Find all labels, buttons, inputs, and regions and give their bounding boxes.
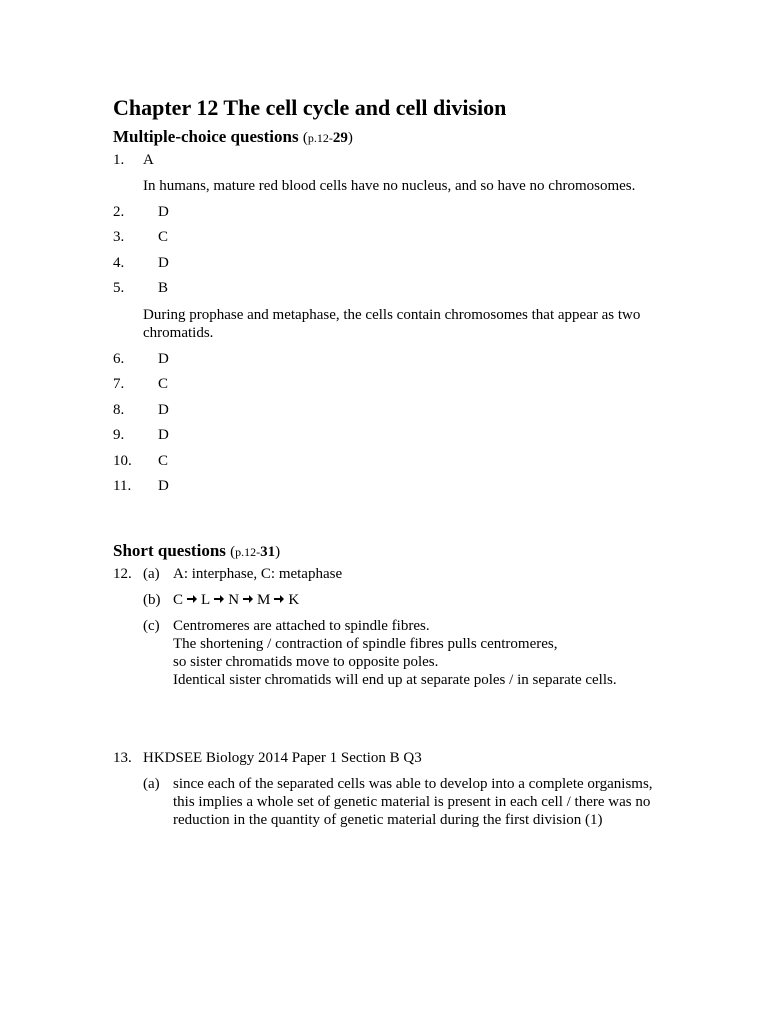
sequence [173, 591, 673, 609]
document-page [113, 93, 673, 829]
answer-explanation: In humans, mature red blood cells have no nucleus, and so have no chromosomes. [143, 178, 636, 194]
question-number: 6. [113, 351, 125, 367]
answer-letter: C [158, 453, 169, 469]
answer-letter: D [158, 351, 169, 367]
mcq-item [113, 350, 673, 368]
question-number: 2. [113, 204, 125, 220]
mcq-item [113, 452, 673, 470]
answer-line: since each of the separated cells was able to develop into a complete organisms, [173, 776, 653, 792]
sequence-item: C [173, 592, 184, 608]
mcq-heading-text: Multiple-choice questions [113, 127, 299, 146]
question-number: 11. [113, 478, 132, 494]
q12-part-b [143, 591, 673, 609]
mcq-item [113, 203, 673, 221]
arrow-right-icon [186, 593, 198, 605]
question-number: 7. [113, 376, 125, 392]
answer-letter: D [158, 255, 169, 271]
mcq-item [113, 151, 673, 169]
mcq-heading [113, 126, 673, 148]
sequence-item: L [201, 592, 211, 608]
part-answer [173, 775, 673, 829]
chapter-title: Chapter 12 The cell cycle and cell division [113, 95, 507, 120]
part-label: (a) [143, 566, 160, 582]
answer-letter: B [158, 280, 169, 296]
part-label: (c) [143, 618, 160, 634]
answer-line: this implies a whole set of genetic material is present in each cell / there was no [173, 794, 651, 810]
answer-line: The shortening / contraction of spindle fibres pulls centromeres, [173, 636, 558, 652]
answer-letter: D [158, 204, 169, 220]
answer-explanation: During prophase and metaphase, the cells contain chromosomes that appear as two chromatids. [143, 307, 641, 341]
mcq-item [113, 477, 673, 495]
question-number: 13. [113, 750, 132, 766]
arrow-right-icon [213, 593, 225, 605]
question-number: 5. [113, 280, 125, 296]
question-number: 9. [113, 427, 125, 443]
arrow-right-icon [273, 593, 285, 605]
question-number: 12. [113, 566, 132, 582]
part-answer: A: interphase, C: metaphase [173, 566, 343, 582]
part-answer [173, 617, 673, 689]
question-source: HKDSEE Biology 2014 Paper 1 Section B Q3 [143, 750, 422, 766]
answer-letter: D [158, 427, 169, 443]
question-number: 1. [113, 152, 125, 168]
answer-line: so sister chromatids move to opposite poles. [173, 654, 439, 670]
short-page-ref: (p.12-31) [230, 544, 281, 560]
question-number: 8. [113, 402, 125, 418]
mcq-item [113, 254, 673, 272]
answer-letter: A [143, 152, 154, 168]
answer-letter: D [158, 478, 169, 494]
answer-letter: D [158, 402, 169, 418]
sequence-item: M [257, 592, 271, 608]
mcq-item [113, 279, 673, 297]
answer-line: reduction in the quantity of genetic material during the first division (1) [173, 812, 603, 828]
question-number: 3. [113, 229, 125, 245]
part-label: (a) [143, 776, 160, 792]
question-number: 4. [113, 255, 125, 271]
sequence-item: N [228, 592, 240, 608]
short-heading-text: Short questions [113, 541, 226, 560]
mcq-item [113, 228, 673, 246]
answer-letter: C [158, 229, 169, 245]
answer-letter: C [158, 376, 169, 392]
mcq-item [113, 401, 673, 419]
mcq-item [113, 375, 673, 393]
short-questions-heading [113, 540, 673, 562]
part-label: (b) [143, 592, 161, 608]
question-number: 10. [113, 453, 132, 469]
short-question-13 [113, 749, 673, 767]
arrow-right-icon [242, 593, 254, 605]
mcq-page-ref: (p.12-29) [302, 130, 353, 146]
answer-line: Identical sister chromatids will end up at separate poles / in separate cells. [173, 672, 617, 688]
sequence-item: K [288, 592, 300, 608]
q13-part-a [143, 775, 673, 829]
answer-line: Centromeres are attached to spindle fibres. [173, 618, 430, 634]
short-question-12 [113, 565, 673, 583]
q12-part-c [143, 617, 673, 689]
mcq-item [113, 426, 673, 444]
